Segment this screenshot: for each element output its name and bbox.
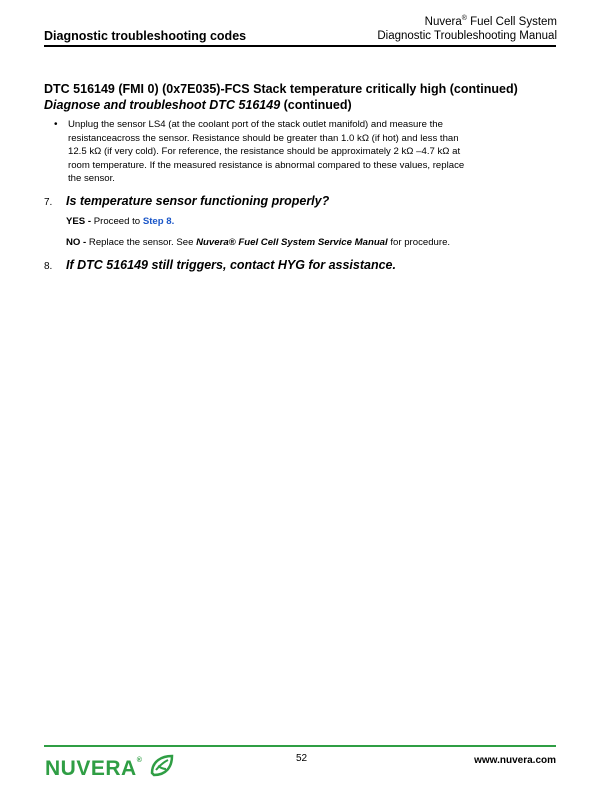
bullet-icon: • <box>54 119 58 130</box>
step-7-yes: YES - Proceed to Step 8. <box>66 216 175 227</box>
bullet-line: 12.5 kΩ (if very cold). For reference, the resistance should be approximately 2 kΩ –4.7 kΩ at <box>68 146 461 157</box>
bullet-line: the sensor. <box>68 173 115 184</box>
header-manual-title: Diagnostic Troubleshooting Manual <box>377 30 557 42</box>
bullet-line: Unplug the sensor LS4 (at the coolant port of the stack outlet manifold) and measure the <box>68 119 443 130</box>
dtc-title: DTC 516149 (FMI 0) (0x7E035)-FCS Stack temperature critically high (continued) <box>44 82 518 96</box>
step-8-question: If DTC 516149 still triggers, contact HYG for assistance. <box>66 258 396 272</box>
footer-url[interactable]: www.nuvera.com <box>474 755 556 766</box>
step-7-number: 7. <box>44 197 53 208</box>
footer-divider <box>44 745 556 747</box>
nuvera-leaf-icon <box>148 753 176 779</box>
bullet-item <box>54 118 538 186</box>
header-product-line: Nuvera® Fuel Cell System <box>424 15 557 28</box>
header-divider <box>44 45 556 47</box>
page-number: 52 <box>296 753 308 764</box>
header-section-title: Diagnostic troubleshooting codes <box>44 29 247 43</box>
bullet-line: room temperature. If the measured resistance is abnormal compared to these values, replace <box>68 159 465 171</box>
step-8-number: 8. <box>44 261 53 272</box>
step-7-question: Is temperature sensor functioning properly? <box>66 194 330 208</box>
step-8-link[interactable]: Step 8. <box>142 216 175 227</box>
dtc-subtitle: Diagnose and troubleshoot DTC 516149 (continued) <box>44 98 352 112</box>
bullet-line: resistanceacross the sensor. Resistance should be greater than 1.0 kΩ (if hot) and less than <box>68 132 459 144</box>
nuvera-logo: NUVERA® <box>45 757 143 780</box>
step-7-no: NO - Replace the sensor. See Nuvera® Fuel Cell System Service Manual for procedure. <box>66 237 451 248</box>
header-product-info <box>377 15 557 43</box>
